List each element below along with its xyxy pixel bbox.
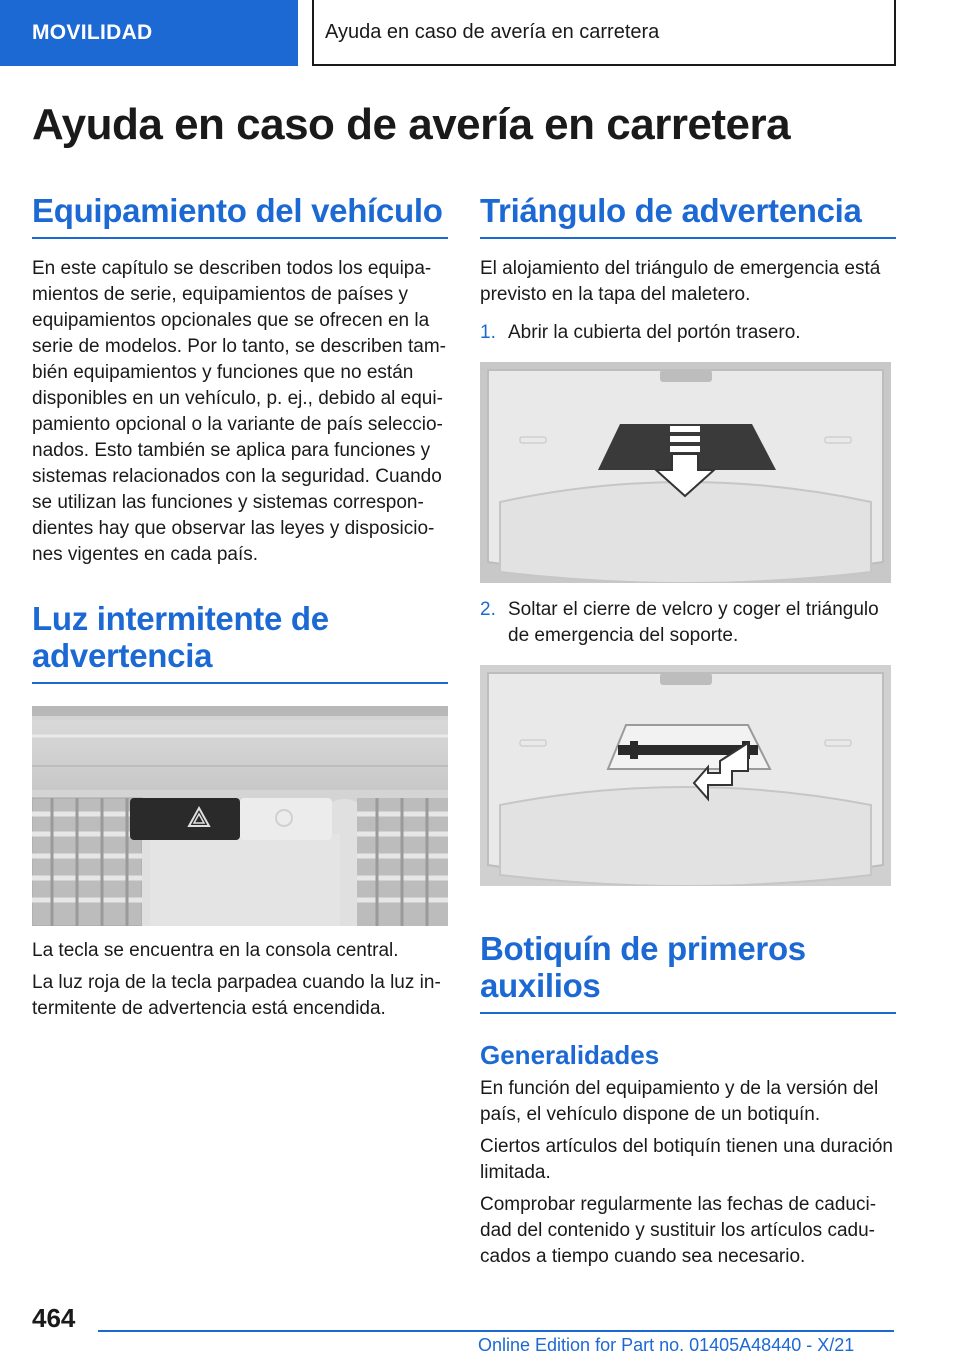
text-line: de emergencia del soporte.	[508, 625, 739, 646]
text-line: Ciertos artículos del botiquín tienen una duración	[480, 1136, 893, 1157]
tailgate-cover-illustration	[480, 362, 891, 583]
text-line: bién equipamientos y funciones que no están	[32, 362, 414, 383]
footer-rule	[98, 1330, 894, 1332]
heading-hazard-lights	[32, 600, 448, 684]
text-line: dientes hay que observar las leyes y disposicio-	[32, 518, 435, 539]
text-line: nados. Esto también se aplica para funciones y	[32, 440, 431, 461]
text-line: se utilizan las funciones y sistemas correspon-	[32, 492, 424, 513]
right-column	[480, 192, 896, 1270]
text-line: La luz roja de la tecla parpadea cuando la luz in-	[32, 972, 441, 993]
heading-line: Botiquín de primeros	[480, 930, 806, 967]
heading-first-aid-kit	[480, 930, 896, 1014]
text-line: nes vigentes en cada país.	[32, 544, 259, 565]
step-number: 1.	[480, 322, 496, 343]
text-line: equipamientos opcionales que se ofrecen en la	[32, 310, 430, 331]
footer-edition: Online Edition for Part no. 01405A48440 - X/21	[478, 1335, 855, 1355]
hazard-location-text: La tecla se encuentra en la consola central.	[32, 940, 399, 961]
text-line: limitada.	[480, 1162, 551, 1183]
step-1	[480, 320, 896, 346]
page-number: 464	[32, 1303, 76, 1333]
first-aid-paragraph-3	[480, 1192, 896, 1270]
text-line: sistemas relacionados con la seguridad. Cuando	[32, 466, 442, 487]
text-line: país, el vehículo dispone de un botiquín.	[480, 1104, 821, 1125]
running-header-text: Ayuda en caso de avería en carretera	[325, 20, 660, 43]
equipment-paragraph	[32, 256, 448, 568]
text-line: termitente de advertencia está encendida.	[32, 998, 386, 1019]
text-line: El alojamiento del triángulo de emergencia está	[480, 258, 881, 279]
page-title: Ayuda en caso de avería en carretera	[32, 100, 791, 149]
text-line: serie de modelos. Por lo tanto, se describen tam-	[32, 336, 446, 357]
text-line: Soltar el cierre de velcro y coger el triángulo	[508, 599, 879, 620]
step-number: 2.	[480, 599, 496, 620]
first-aid-paragraph-1	[480, 1076, 896, 1128]
first-aid-paragraph-2	[480, 1134, 896, 1186]
hazard-blink-paragraph	[32, 970, 448, 1022]
running-header	[312, 0, 896, 66]
text-line: disponibles en un vehículo, p. ej., debido al equi-	[32, 388, 443, 409]
section-label: MOVILIDAD	[32, 21, 153, 44]
subheading-general: Generalidades	[480, 1040, 660, 1070]
heading-line: advertencia	[32, 637, 213, 674]
triangle-intro	[480, 256, 896, 308]
text-line: En este capítulo se describen todos los equipa-	[32, 258, 432, 279]
section-tab	[0, 0, 298, 66]
text-line: previsto en la tapa del maletero.	[480, 284, 751, 305]
heading-vehicle-equipment: Equipamiento del vehículo	[32, 192, 448, 239]
text-line: mientos de serie, equipamientos de países y	[32, 284, 408, 305]
text-line: dad del contenido y sustituir los artículos cadu-	[480, 1220, 875, 1241]
text-line: En función del equipamiento y de la versión del	[480, 1078, 879, 1099]
heading-warning-triangle: Triángulo de advertencia	[480, 192, 896, 239]
heading-line: auxilios	[480, 967, 601, 1004]
hazard-switch-illustration	[32, 706, 448, 926]
text-line: Comprobar regularmente las fechas de caduci-	[480, 1194, 877, 1215]
text-line: pamiento opcional o la variante de país seleccio-	[32, 414, 443, 435]
step-2	[480, 597, 896, 649]
heading-line: Luz intermitente de	[32, 600, 329, 637]
text-line: Abrir la cubierta del portón trasero.	[508, 322, 801, 343]
text-line: cados a tiempo cuando sea necesario.	[480, 1246, 806, 1267]
left-column	[32, 192, 448, 1022]
triangle-holder-illustration	[480, 665, 891, 886]
